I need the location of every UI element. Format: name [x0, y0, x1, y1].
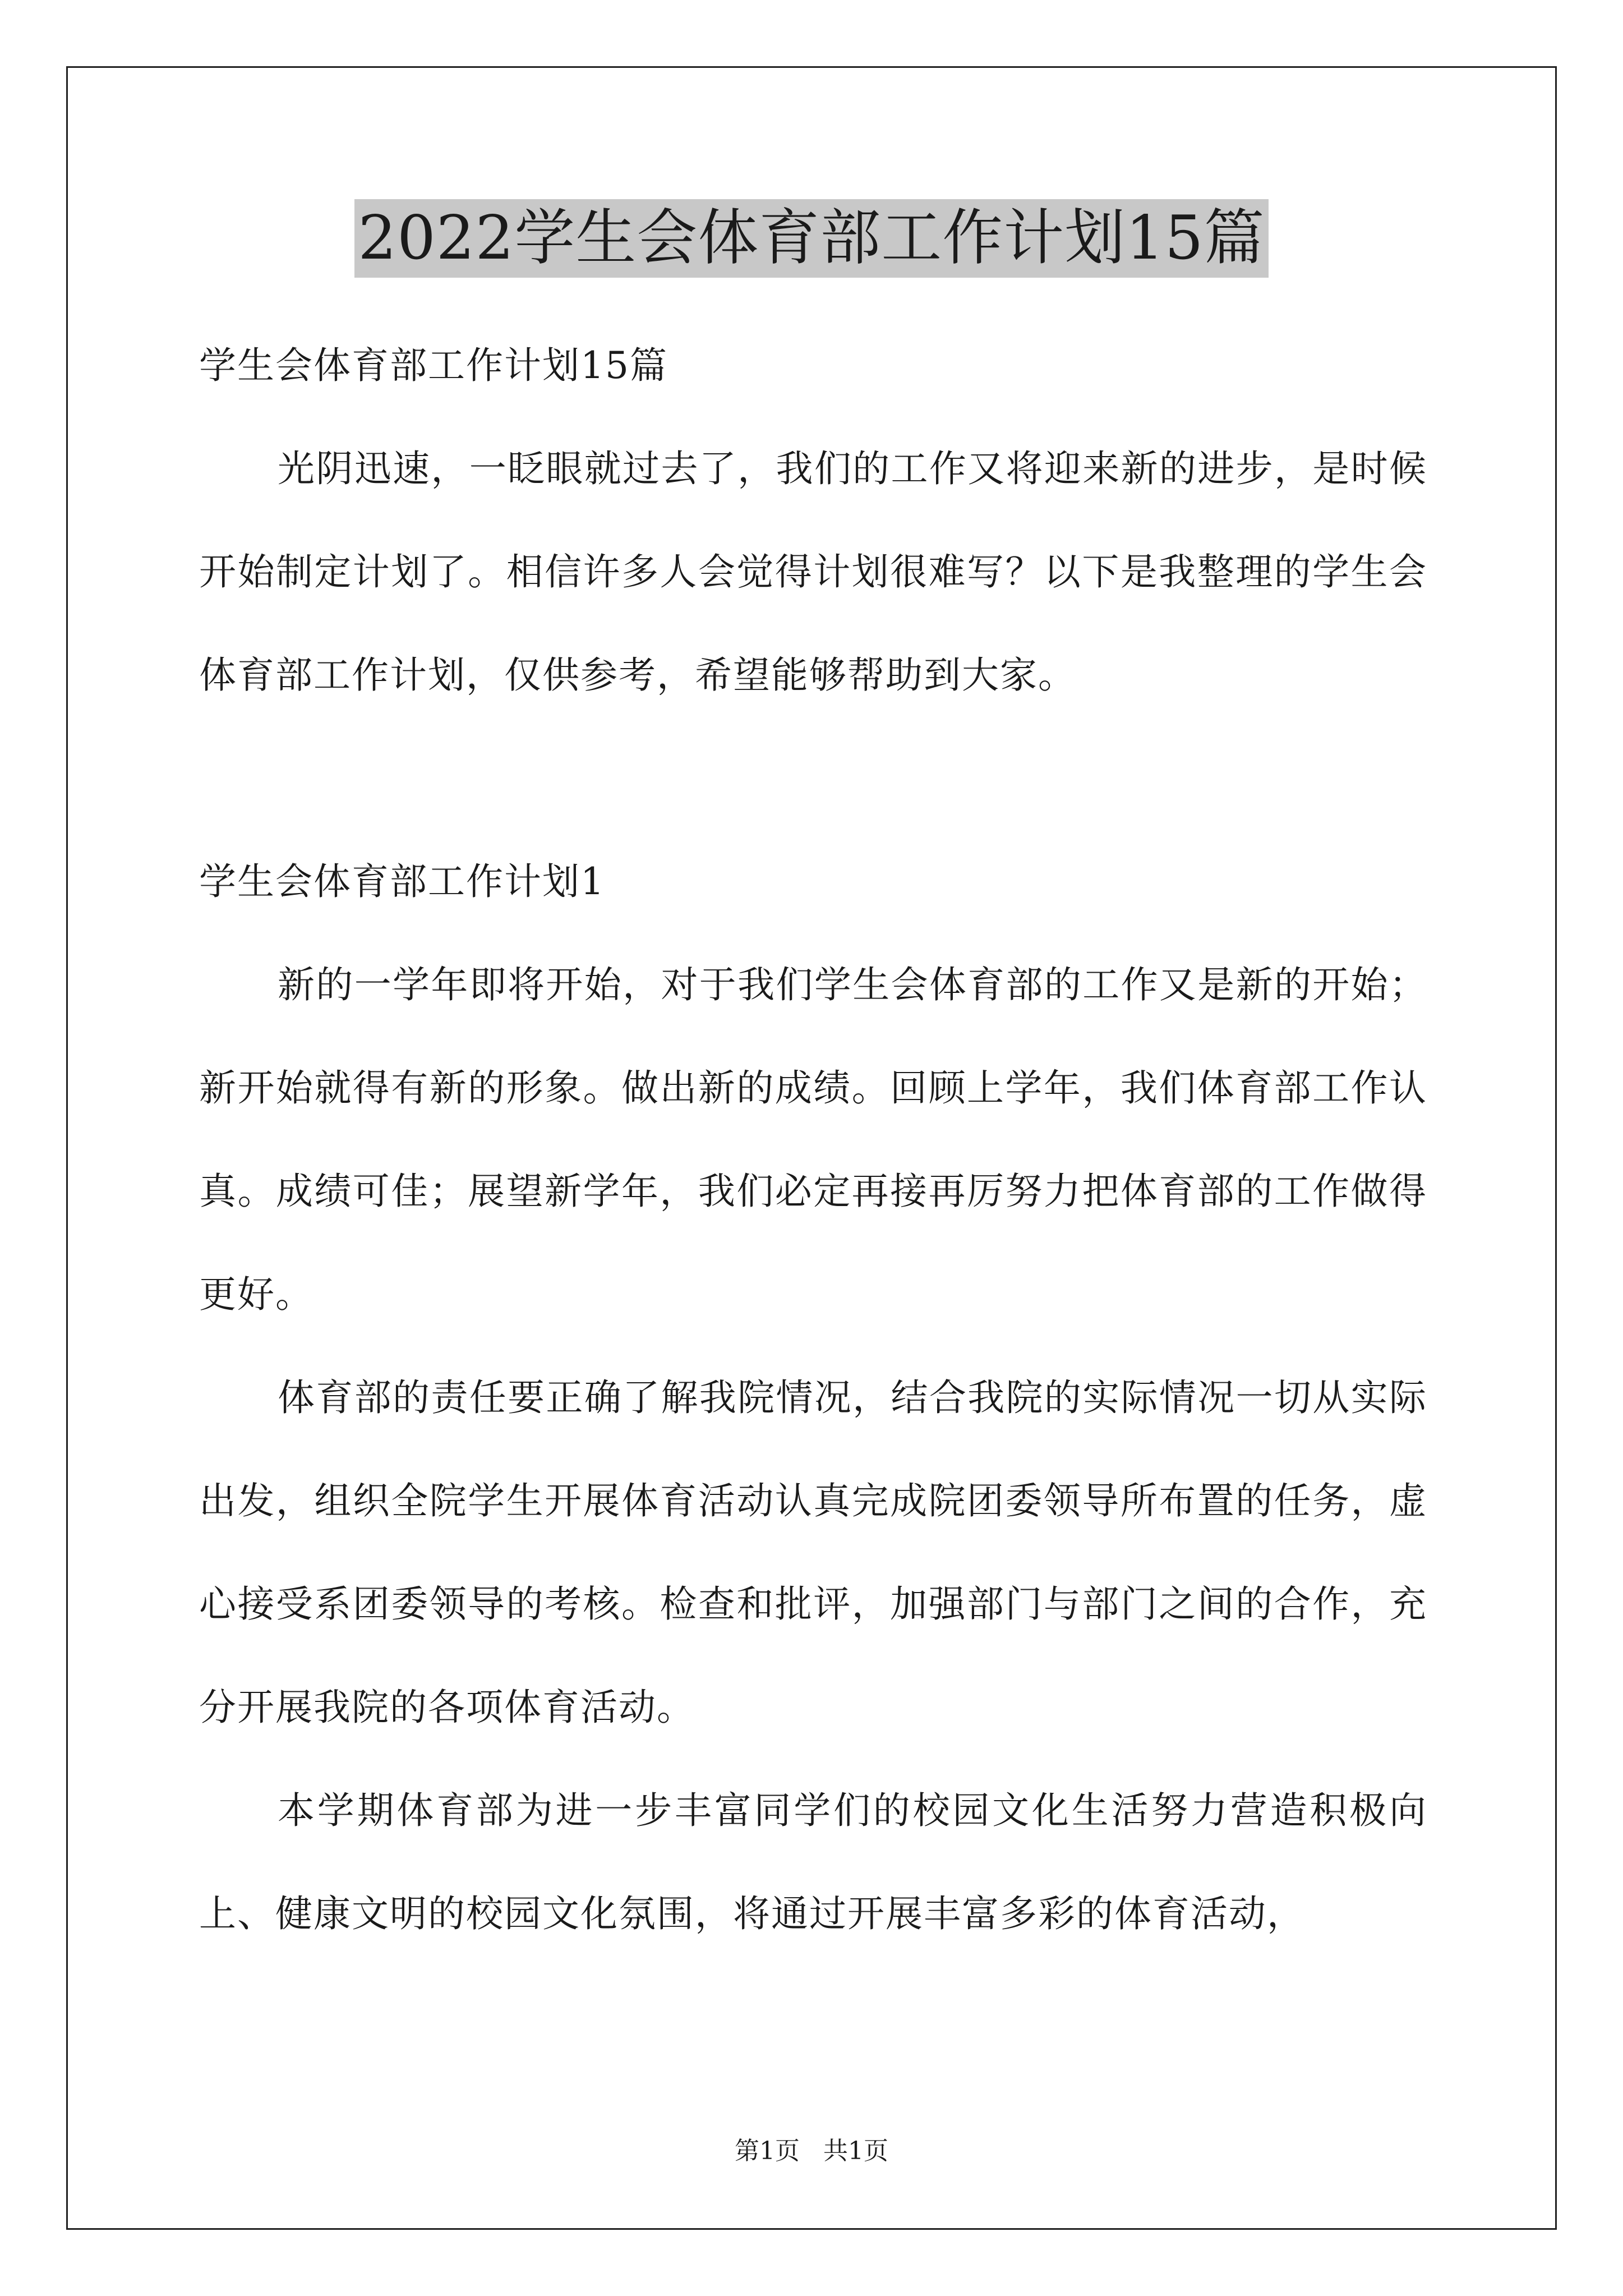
- intro-paragraph: 光阴迅速，一眨眼就过去了，我们的工作又将迎来新的进步，是时候开始制定计划了。相信许多人会觉得计划很难写？以下是我整理的学生会体育部工作计划，仅供参考，希望能够帮助到大家。: [199, 447, 1427, 697]
- body-paragraph: 新的一学年即将开始，对于我们学生会体育部的工作又是新的开始；新开始就得有新的形象。做出新的成绩。回顾上学年，我们体育部工作认真。成绩可佳；展望新学年，我们必定再接再厉努力把体育部的工作做得更好。: [199, 963, 1427, 1316]
- document-title: 2022学生会体育部工作计划15篇: [354, 199, 1268, 278]
- page-footer: 第1页 共1页: [735, 2137, 888, 2165]
- body-paragraph: 本学期体育部为进一步丰富同学们的校园文化生活努力营造积极向上、健康文明的校园文化氛围，将通过开展丰富多彩的体育活动，: [199, 1789, 1427, 1935]
- title-container: [0, 199, 1623, 278]
- document-body: [199, 314, 1427, 1966]
- section-spacer: [199, 727, 1427, 830]
- document-subtitle: 学生会体育部工作计划15篇: [199, 344, 668, 387]
- section-heading: 学生会体育部工作计划1: [199, 860, 605, 903]
- body-paragraph: 体育部的责任要正确了解我院情况，结合我院的实际情况一切从实际出发，组织全院学生开展体育活动认真完成院团委领导所布置的任务，虚心接受系团委领导的考核。检查和批评，加强部门与部门之间的合作，充分开展我院的各项体育活动。: [199, 1376, 1427, 1729]
